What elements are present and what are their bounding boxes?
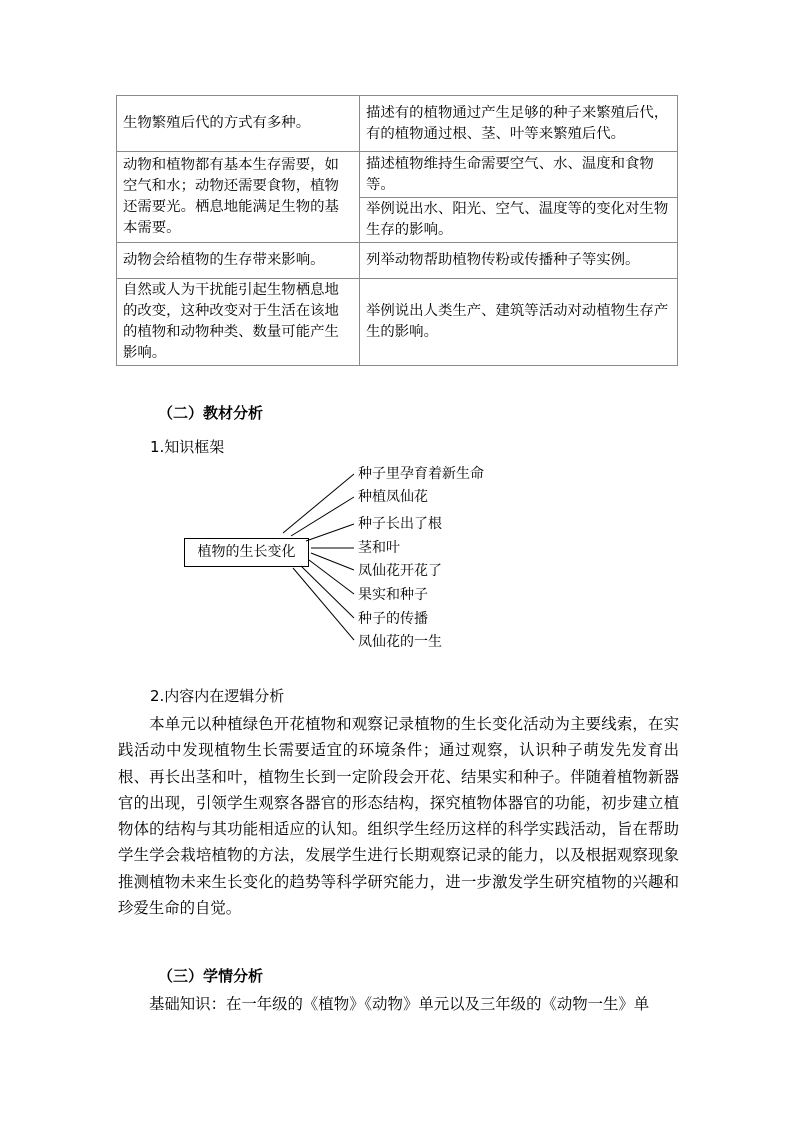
table-cell: 描述植物维持生命需要空气、水、温度和食物等。 xyxy=(360,152,678,198)
table-cell: 生物繁殖后代的方式有多种。 xyxy=(117,96,360,152)
mind-map-leaf: 凤仙花开花了 xyxy=(358,563,442,579)
connector-line xyxy=(291,497,354,536)
connector-line xyxy=(309,560,354,594)
student-analysis-paragraph xyxy=(118,991,679,1017)
mind-map-leaf: 凤仙花的一生 xyxy=(358,634,442,650)
mind-map-leaf: 茎和叶 xyxy=(358,540,400,556)
table-cell: 描述有的植物通过产生足够的种子来繁殖后代，有的植物通过根、茎、叶等来繁殖后代。 xyxy=(360,96,678,152)
paragraph-text: 本单元以种植绿色开花植物和观察记录植物的生长变化活动为主要线索，在实践活动中发现植物生长需要适宜的环境条件；通过观察，认识种子萌发先发育出根、再长出茎和叶，植物生长到一定阶段会开花、结果实和种子。伴随着植物新器官的出现，引领学生观察各器官的形态结构，探究植物体器官的功能，初步建立植物体的结构与其功能相适应的认知。组织学生经历这样的科学实践活动，旨在帮助学生学会栽培植物的方法，发展学生进行长期观察记录的能力，以及根据观察现象推测植物未来生长变化的趋势等科学研究能力，进一步激发学生研究植物的兴趣和珍爱生命的自觉。 xyxy=(118,715,679,918)
mind-map-leaf: 种子的传播 xyxy=(358,611,428,627)
mind-map-leaf: 果实和种子 xyxy=(358,587,428,603)
table-cell: 自然或人为干扰能引起生物栖息地的改变，这种改变对于生活在该地的植物和动物种类、数量可能产生影响。 xyxy=(117,279,360,366)
connector-line xyxy=(311,553,354,570)
mind-map-leaf: 种子长出了根 xyxy=(358,516,442,532)
paragraph-text: 基础知识：在一年级的《植物》《动物》单元以及三年级的《动物一生》单 xyxy=(149,995,650,1013)
content-logic-paragraph xyxy=(118,711,679,921)
section-heading-materials: （二）教材分析 xyxy=(158,404,264,422)
section-heading-student-analysis: （三）学情分析 xyxy=(158,967,264,985)
table-cell: 举例说出水、阳光、空气、温度等的变化对生物生存的影响。 xyxy=(360,198,678,243)
subheading-content-logic: 2.内容内在逻辑分析 xyxy=(150,687,285,705)
table-cell: 动物会给植物的生存带来影响。 xyxy=(117,243,360,279)
mind-map-leaf: 种植凤仙花 xyxy=(358,489,428,505)
connector-line xyxy=(306,524,354,541)
subheading-knowledge-framework: 1.知识框架 xyxy=(150,438,225,456)
mind-map-root: 植物的生长变化 xyxy=(184,538,309,567)
mind-map-leaf: 种子里孕育着新生命 xyxy=(358,466,484,482)
connector-line xyxy=(293,568,354,640)
table-cell: 列举动物帮助植物传粉或传播种子等实例。 xyxy=(360,243,678,279)
table-cell: 动物和植物都有基本生存需要，如空气和水；动物还需要食物，植物还需要光。栖息地能满足生物的基本需要。 xyxy=(117,152,360,243)
table-cell: 举例说出人类生产、建筑等活动对动植物生存产生的影响。 xyxy=(360,279,678,366)
